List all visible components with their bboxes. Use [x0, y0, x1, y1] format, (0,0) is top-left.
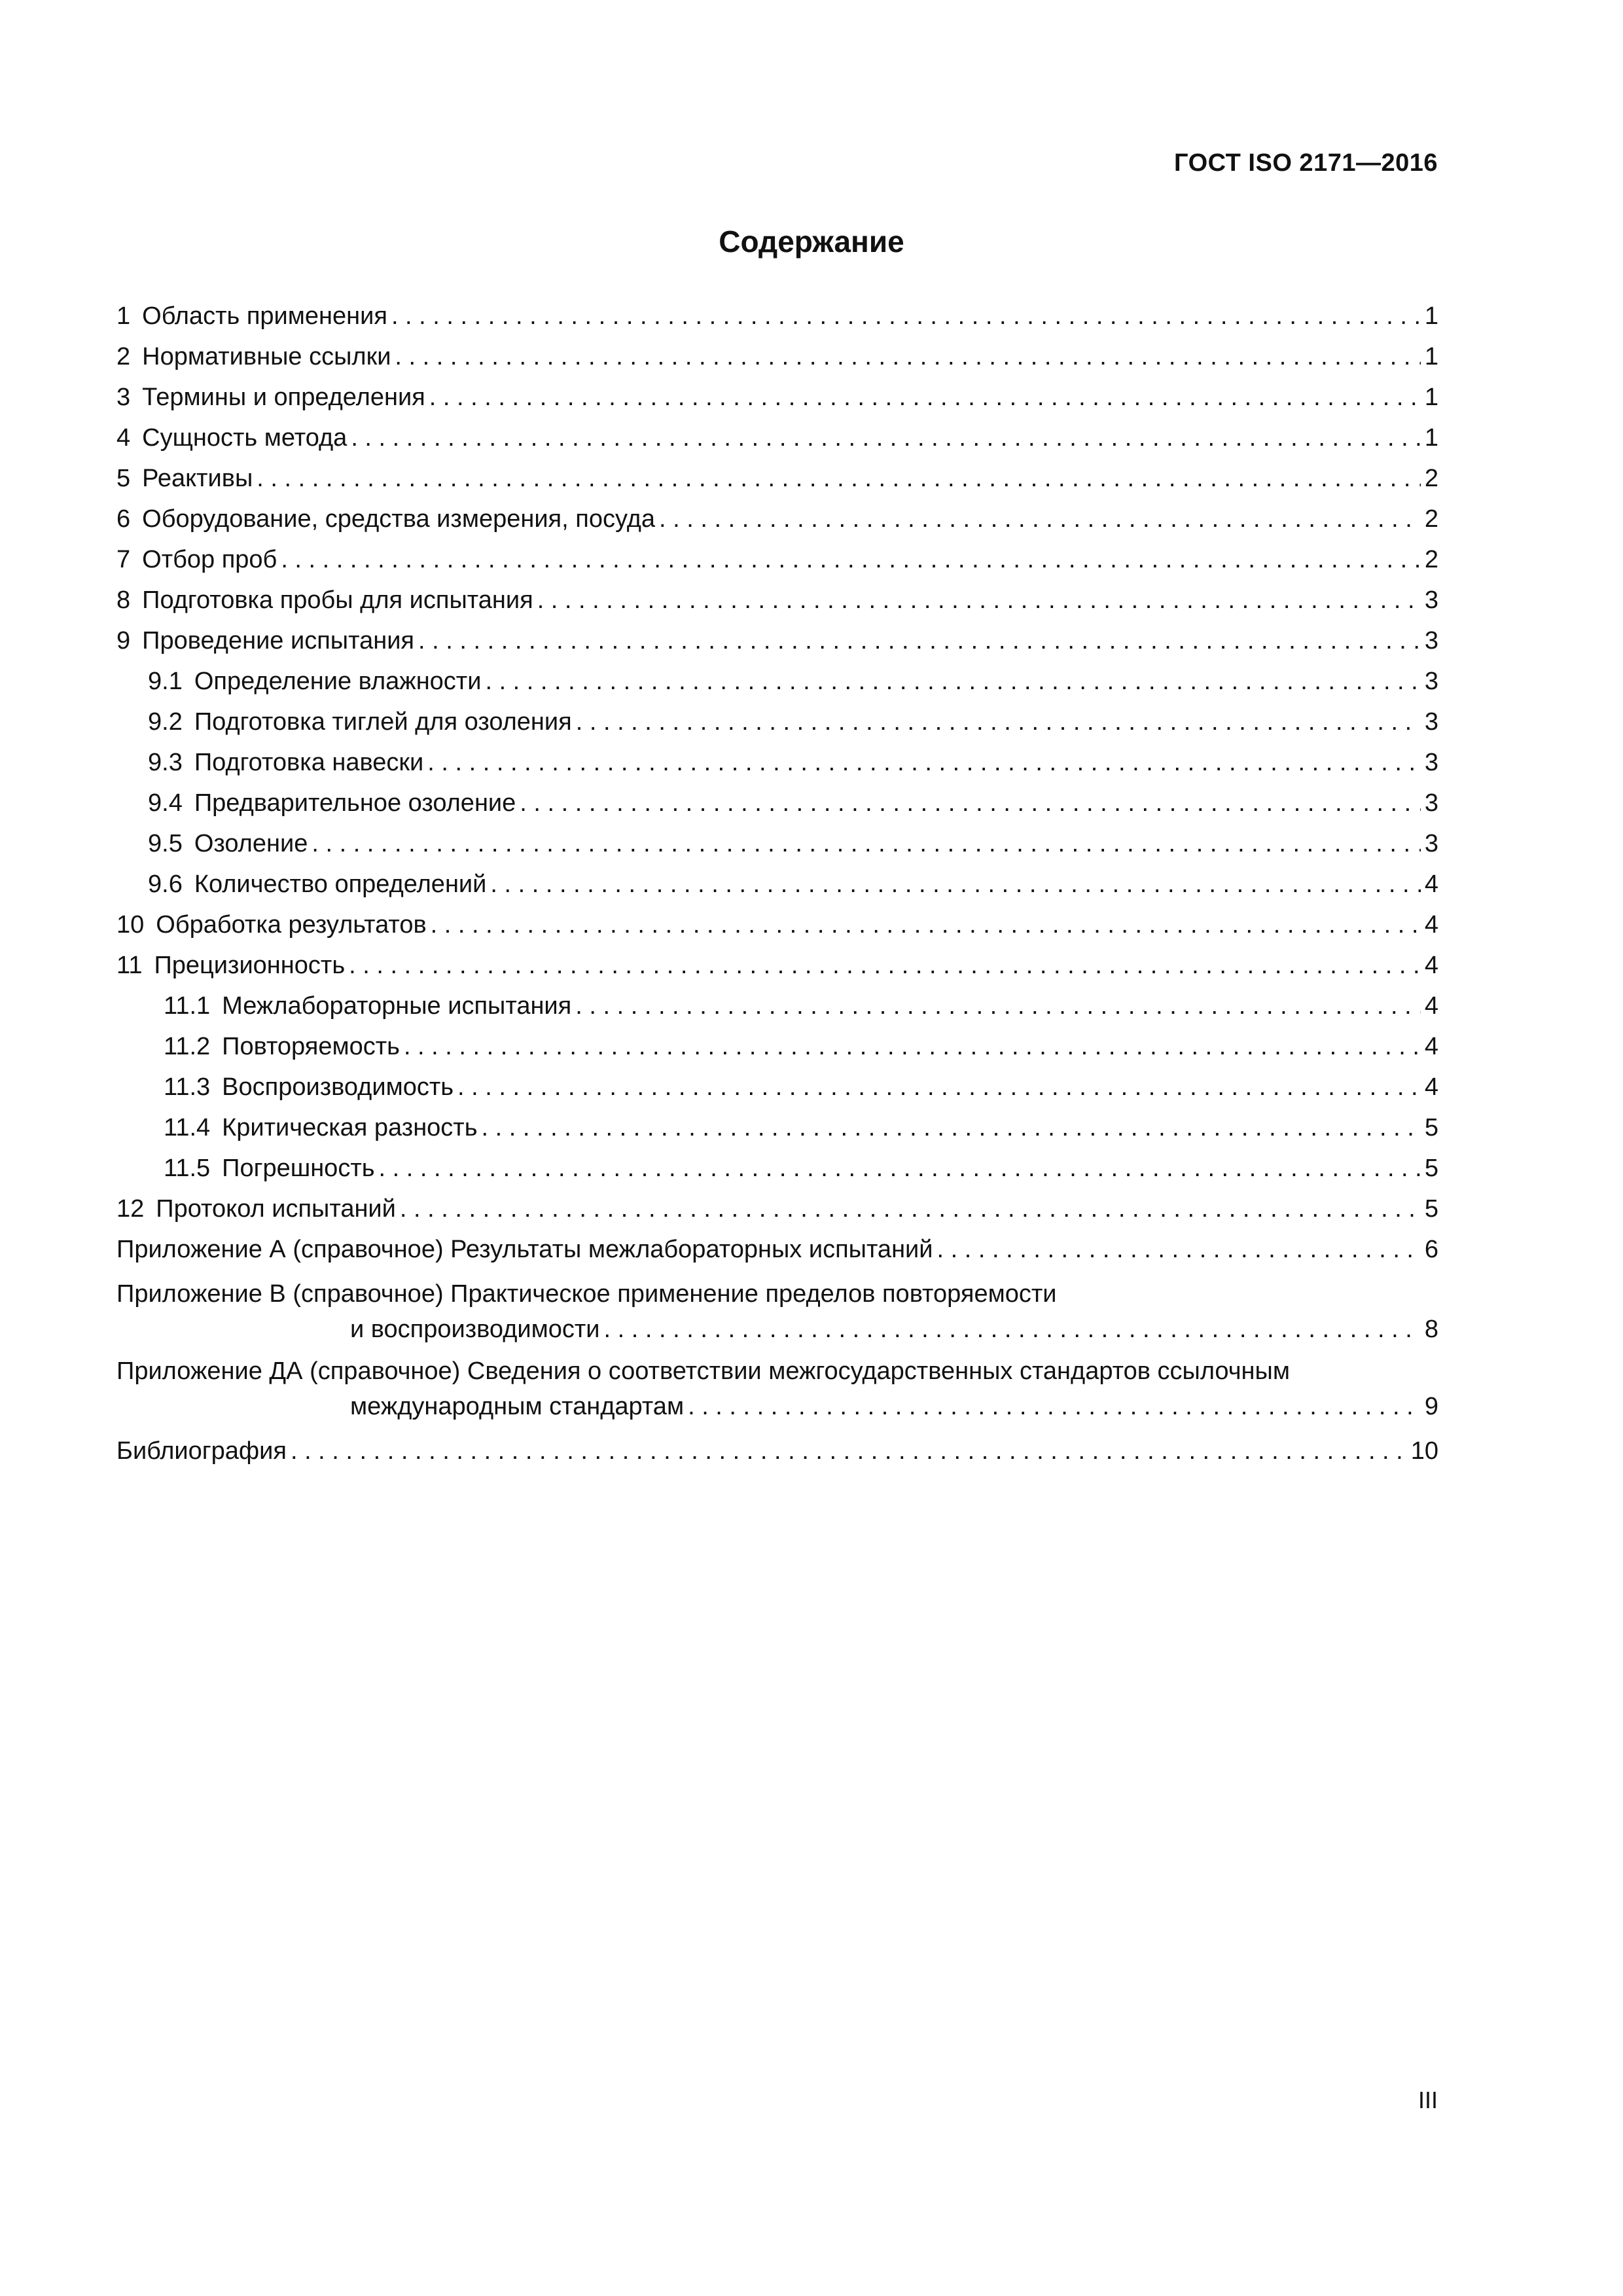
- toc-entry-title: Межлабораторные испытания: [222, 992, 572, 1020]
- dot-leader: [604, 1312, 1421, 1347]
- toc-entry-title: Нормативные ссылки: [142, 343, 391, 370]
- spacer: [116, 1347, 1438, 1354]
- toc-annex-entry[interactable]: [116, 1276, 1438, 1347]
- toc-entry-title: Проведение испытания: [142, 627, 415, 655]
- dot-leader: [391, 296, 1421, 336]
- toc-entry[interactable]: [116, 336, 1438, 377]
- toc-entry-page: 3: [1424, 627, 1438, 655]
- toc-entry-title: Повторяемость: [222, 1033, 400, 1060]
- toc-entry-number: 8: [116, 586, 131, 614]
- toc-entry-number: 10: [116, 911, 145, 939]
- dot-leader: [395, 336, 1420, 377]
- toc-entry-title: Подготовка пробы для испытания: [142, 586, 533, 614]
- toc-entry-number: 9.3: [148, 749, 183, 776]
- toc-entry-title: Термины и определения: [142, 384, 425, 411]
- toc-entry[interactable]: [116, 539, 1438, 580]
- toc-entry-number: 11.1: [164, 992, 211, 1020]
- toc-entry-page: 6: [1424, 1236, 1438, 1263]
- toc-entry-number: 11.3: [164, 1073, 211, 1101]
- toc-entry-title: Прецизионность: [154, 952, 346, 979]
- toc-entry[interactable]: [116, 296, 1438, 336]
- toc-entry-page: 4: [1424, 952, 1438, 979]
- toc-entry-page: 3: [1424, 586, 1438, 614]
- toc-entry-number: 9.6: [148, 870, 183, 898]
- toc-entry-number: 11.4: [164, 1114, 211, 1141]
- spacer: [116, 1270, 1438, 1276]
- toc-annex-title: Приложение В (справочное) Практическое применение пределов повторяемости: [116, 1280, 1057, 1308]
- toc-entry-number: 12: [116, 1195, 145, 1223]
- toc-entry[interactable]: [116, 986, 1438, 1026]
- dot-leader: [457, 1067, 1421, 1107]
- toc-entry-number: 9: [116, 627, 131, 655]
- toc-entry-page: 1: [1424, 302, 1438, 330]
- toc-entry-page: 5: [1424, 1195, 1438, 1223]
- toc-entry-bibliography[interactable]: [116, 1431, 1438, 1471]
- dot-leader: [291, 1431, 1407, 1471]
- toc-entry-number: 5: [116, 465, 131, 492]
- toc-entry-number: 2: [116, 343, 131, 370]
- toc-entry[interactable]: [116, 1067, 1438, 1107]
- toc-entry-page: 3: [1424, 708, 1438, 736]
- toc-entry-page: 4: [1424, 1073, 1438, 1101]
- toc-annex-entry[interactable]: [116, 1354, 1438, 1424]
- document-id-header: ГОСТ ISO 2171—2016: [1174, 149, 1438, 177]
- toc-entry-number: 1: [116, 302, 131, 330]
- toc-entry-number: 9.5: [148, 830, 183, 857]
- toc-entry[interactable]: [116, 661, 1438, 702]
- toc-entry-page: 1: [1424, 343, 1438, 370]
- toc-entry[interactable]: [116, 905, 1438, 945]
- dot-leader: [431, 905, 1421, 945]
- dot-leader: [537, 580, 1421, 620]
- dot-leader: [659, 499, 1421, 539]
- toc-entry-number: 11: [116, 952, 143, 979]
- toc-entry[interactable]: [116, 1026, 1438, 1067]
- toc-entry-page: 10: [1410, 1437, 1438, 1465]
- toc-entry-number: 9.1: [148, 668, 183, 695]
- dot-leader: [490, 864, 1420, 905]
- toc-entry-title: Сущность метода: [142, 424, 348, 452]
- table-of-contents: [116, 296, 1438, 1471]
- toc-entry-page: 2: [1424, 505, 1438, 533]
- dot-leader: [257, 458, 1421, 499]
- toc-entry-number: 11.5: [164, 1155, 211, 1182]
- toc-entry-title: Обработка результатов: [156, 911, 427, 939]
- dot-leader: [688, 1389, 1421, 1424]
- toc-entry-title: Критическая разность: [222, 1114, 478, 1141]
- toc-entry-page: 2: [1424, 546, 1438, 573]
- toc-entry[interactable]: [116, 580, 1438, 620]
- toc-annex-title-continued: и воспроизводимости: [350, 1316, 600, 1343]
- toc-entry[interactable]: [116, 418, 1438, 458]
- dot-leader: [427, 742, 1421, 783]
- toc-entry-page: 3: [1424, 668, 1438, 695]
- toc-entry-page: 4: [1424, 870, 1438, 898]
- toc-entry-page: 9: [1424, 1393, 1438, 1420]
- toc-entry[interactable]: [116, 1107, 1438, 1148]
- toc-entry-title: Определение влажности: [194, 668, 482, 695]
- dot-leader: [575, 986, 1421, 1026]
- dot-leader: [349, 945, 1421, 986]
- toc-entry-number: 11.2: [164, 1033, 211, 1060]
- dot-leader: [312, 823, 1421, 864]
- dot-leader: [281, 539, 1421, 580]
- toc-entry[interactable]: [116, 823, 1438, 864]
- toc-entry-number: 7: [116, 546, 131, 573]
- toc-entry-page: 4: [1424, 1033, 1438, 1060]
- toc-entry-title: Библиография: [116, 1437, 287, 1465]
- toc-entry[interactable]: [116, 1229, 1438, 1270]
- dot-leader: [404, 1026, 1421, 1067]
- toc-entry-page: 5: [1424, 1155, 1438, 1182]
- toc-entry-title: Подготовка навески: [194, 749, 424, 776]
- dot-leader: [937, 1229, 1421, 1270]
- toc-entry[interactable]: [116, 377, 1438, 418]
- toc-entry-title: Область применения: [142, 302, 387, 330]
- dot-leader: [482, 1107, 1421, 1148]
- toc-entry-page: 1: [1424, 424, 1438, 452]
- toc-annex-title: Приложение ДА (справочное) Сведения о соответствии межгосударственных стандартов ссылочным: [116, 1357, 1290, 1385]
- dot-leader: [520, 783, 1421, 823]
- toc-entry-page: 8: [1424, 1316, 1438, 1343]
- toc-entry-page: 3: [1424, 789, 1438, 817]
- page-number: III: [1418, 2087, 1438, 2113]
- toc-entry-page: 2: [1424, 465, 1438, 492]
- toc-entry-page: 1: [1424, 384, 1438, 411]
- toc-entry-number: 3: [116, 384, 131, 411]
- toc-entry[interactable]: [116, 783, 1438, 823]
- toc-entry-number: 9.2: [148, 708, 183, 736]
- toc-entry-title: Количество определений: [194, 870, 487, 898]
- toc-annex-continuation: [116, 1312, 1438, 1347]
- dot-leader: [485, 661, 1420, 702]
- toc-entry[interactable]: [116, 499, 1438, 539]
- toc-entry[interactable]: [116, 1189, 1438, 1229]
- toc-entry-title: Реактивы: [142, 465, 253, 492]
- toc-entry-title: Озоление: [194, 830, 308, 857]
- dot-leader: [400, 1189, 1421, 1229]
- dot-leader: [576, 702, 1421, 742]
- toc-entry-title: Подготовка тиглей для озоления: [194, 708, 572, 736]
- toc-entry-title: Оборудование, средства измерения, посуда: [142, 505, 656, 533]
- toc-entry[interactable]: [116, 864, 1438, 905]
- toc-entry[interactable]: [116, 742, 1438, 783]
- toc-entry-page: 4: [1424, 911, 1438, 939]
- toc-entry-page: 3: [1424, 830, 1438, 857]
- toc-entry[interactable]: [116, 702, 1438, 742]
- toc-entry[interactable]: [116, 458, 1438, 499]
- toc-entry-page: 3: [1424, 749, 1438, 776]
- toc-entry-page: 4: [1424, 992, 1438, 1020]
- toc-entry-title: Отбор проб: [142, 546, 277, 573]
- toc-entry[interactable]: [116, 1148, 1438, 1189]
- spacer: [116, 1424, 1438, 1431]
- toc-entry[interactable]: [116, 620, 1438, 661]
- dot-leader: [418, 620, 1421, 661]
- toc-entry-number: 6: [116, 505, 131, 533]
- toc-entry-number: 9.4: [148, 789, 183, 817]
- toc-entry[interactable]: [116, 945, 1438, 986]
- toc-entry-title: Протокол испытаний: [156, 1195, 396, 1223]
- toc-entry-number: 4: [116, 424, 131, 452]
- toc-annex-continuation: [116, 1389, 1438, 1424]
- toc-entry-title: Погрешность: [222, 1155, 375, 1182]
- dot-leader: [429, 377, 1421, 418]
- toc-entry-title: Приложение А (справочное) Результаты межлабораторных испытаний: [116, 1236, 933, 1263]
- toc-title: Содержание: [719, 224, 904, 259]
- toc-annex-title-continued: международным стандартам: [350, 1393, 685, 1420]
- dot-leader: [351, 418, 1421, 458]
- dot-leader: [379, 1148, 1421, 1189]
- toc-entry-title: Предварительное озоление: [194, 789, 516, 817]
- toc-entry-page: 5: [1424, 1114, 1438, 1141]
- toc-entry-title: Воспроизводимость: [222, 1073, 454, 1101]
